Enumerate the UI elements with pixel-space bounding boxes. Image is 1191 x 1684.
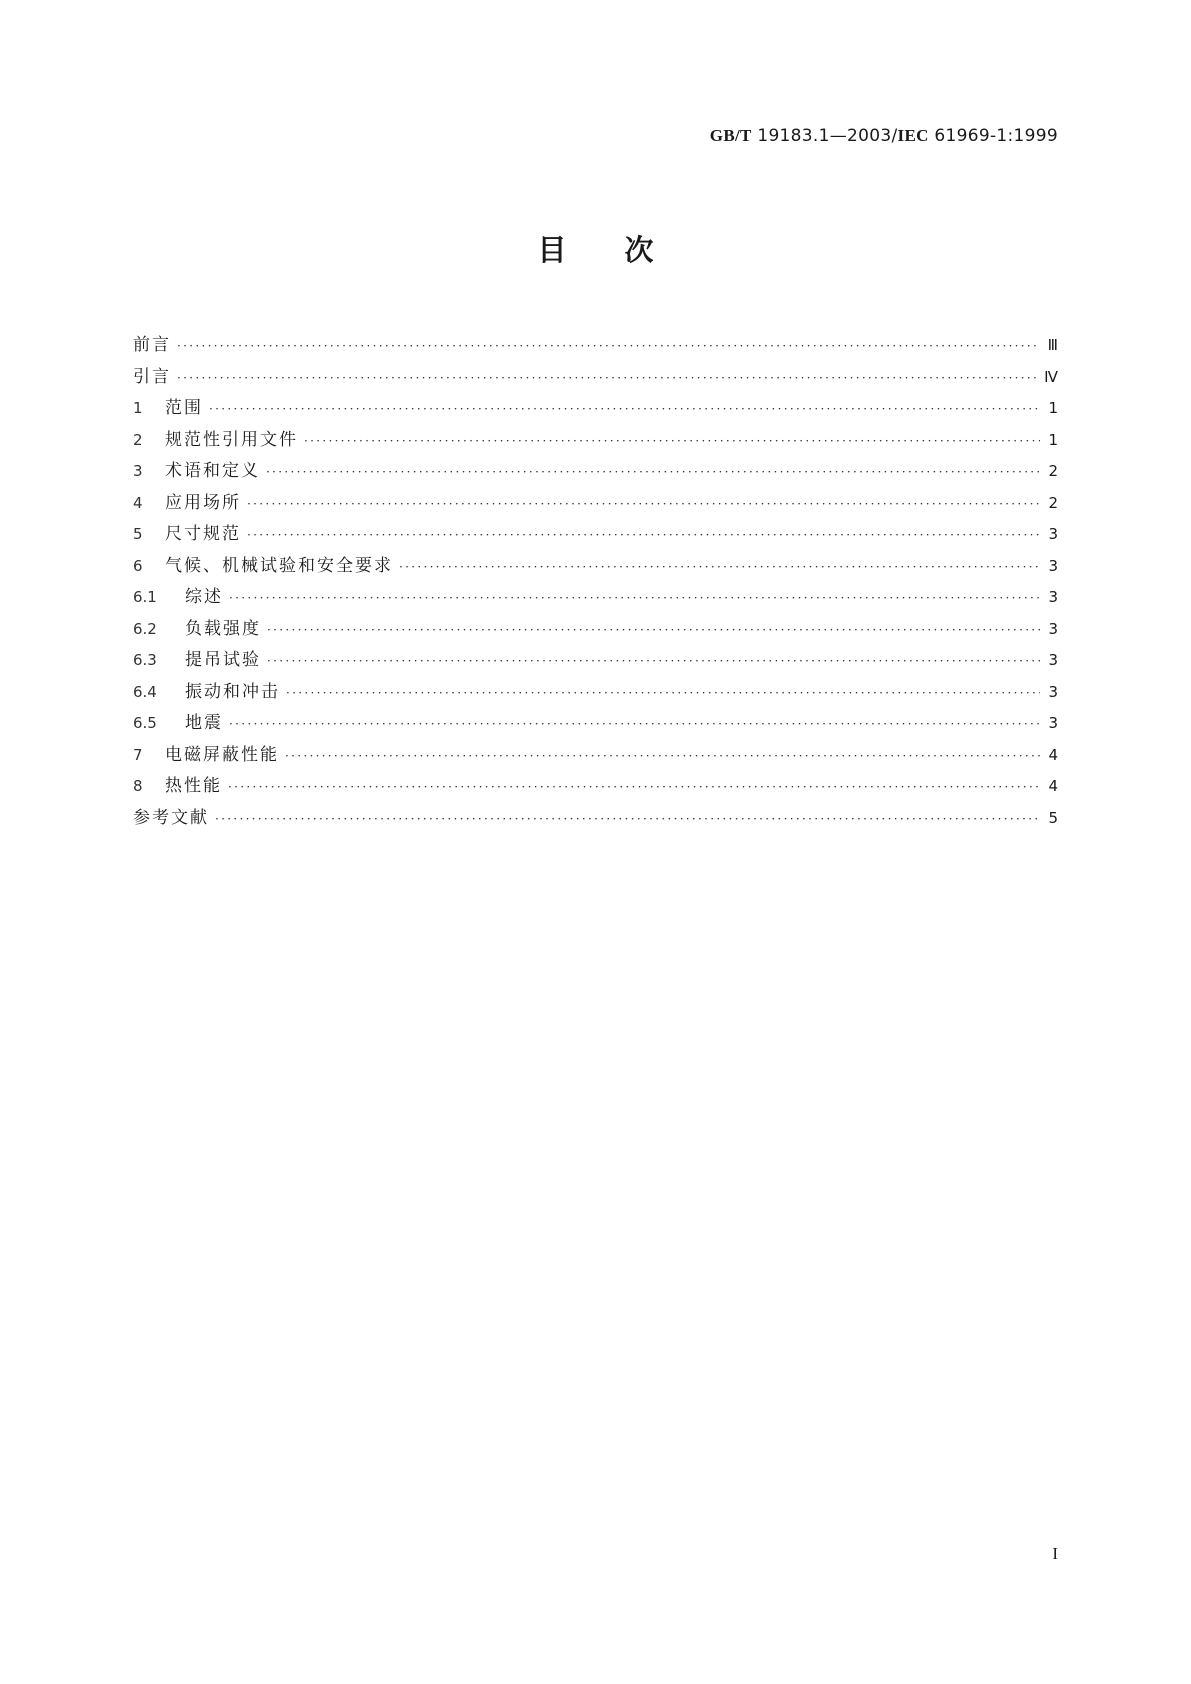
toc-entry[interactable] xyxy=(133,803,1058,835)
toc-section-title: 提吊试验 xyxy=(185,650,261,670)
toc-entry[interactable] xyxy=(133,614,1058,646)
toc-section-number: 6.3 xyxy=(133,651,157,669)
toc-entry[interactable] xyxy=(133,393,1058,425)
toc-leader-dots xyxy=(267,646,1040,678)
standard-prefix: GB/T xyxy=(709,126,752,145)
toc-entry-label xyxy=(133,740,279,772)
toc-page-number: 3 xyxy=(1048,619,1058,638)
toc-page-number: 5 xyxy=(1048,808,1058,827)
toc-entry-label xyxy=(133,425,298,457)
toc-page-number: Ⅲ xyxy=(1047,336,1058,354)
toc-entry[interactable] xyxy=(133,708,1058,740)
toc-section-title: 术语和定义 xyxy=(165,461,260,481)
toc-entry[interactable] xyxy=(133,645,1058,677)
toc-page-number: 4 xyxy=(1048,745,1058,764)
toc-entry[interactable] xyxy=(133,488,1058,520)
toc-leader-dots xyxy=(209,394,1040,426)
toc-page-number: 3 xyxy=(1048,588,1058,606)
toc-leader-dots xyxy=(228,772,1040,804)
iec-prefix: IEC xyxy=(897,126,929,145)
toc-entry-label xyxy=(133,645,261,677)
toc-section-number: 8 xyxy=(133,777,143,795)
toc-section-number: 2 xyxy=(133,430,143,449)
toc-entry-label xyxy=(133,708,223,740)
toc-leader-dots xyxy=(229,709,1040,741)
page-title: 目次 xyxy=(537,233,712,267)
toc-section-number: 3 xyxy=(133,462,143,480)
toc-entry[interactable] xyxy=(133,362,1058,394)
toc-entry-label xyxy=(133,393,203,425)
toc-entry[interactable] xyxy=(133,551,1058,583)
table-of-contents xyxy=(133,330,1058,834)
toc-leader-dots xyxy=(215,804,1040,836)
toc-section-title: 电磁屏蔽性能 xyxy=(165,744,279,765)
toc-page-number: 2 xyxy=(1048,462,1058,480)
toc-leader-dots xyxy=(266,457,1040,489)
toc-leader-dots xyxy=(229,583,1040,615)
toc-entry[interactable] xyxy=(133,582,1058,614)
toc-entry[interactable] xyxy=(133,519,1058,551)
toc-leader-dots xyxy=(267,615,1040,647)
toc-page-number: 3 xyxy=(1048,556,1058,575)
toc-section-title: 应用场所 xyxy=(165,492,241,513)
toc-leader-dots xyxy=(399,552,1040,584)
toc-entry-label xyxy=(133,677,280,709)
toc-entry[interactable] xyxy=(133,425,1058,457)
toc-section-number: 6.1 xyxy=(133,588,157,606)
toc-entry-label xyxy=(133,488,241,520)
toc-page-number: 3 xyxy=(1048,682,1058,701)
toc-entry[interactable] xyxy=(133,456,1058,488)
toc-section-number: 4 xyxy=(133,493,143,512)
toc-entry[interactable] xyxy=(133,677,1058,709)
standard-code xyxy=(710,126,1058,146)
toc-section-title: 综述 xyxy=(185,587,223,607)
toc-entry[interactable] xyxy=(133,330,1058,362)
toc-entry-label xyxy=(133,771,222,803)
toc-leader-dots xyxy=(286,678,1040,710)
toc-section-title: 规范性引用文件 xyxy=(165,429,298,450)
toc-entry-label xyxy=(133,803,209,835)
toc-entry[interactable] xyxy=(133,740,1058,772)
toc-page-number: 4 xyxy=(1048,777,1058,795)
toc-entry-label xyxy=(133,456,260,488)
iec-number: 61969-1:1999 xyxy=(928,126,1058,146)
toc-section-title: 前言 xyxy=(133,335,171,355)
toc-page-number: 3 xyxy=(1048,714,1058,732)
toc-leader-dots xyxy=(247,520,1040,552)
toc-entry-label xyxy=(133,582,223,614)
toc-leader-dots xyxy=(285,741,1040,773)
toc-section-number: 6 xyxy=(133,556,143,575)
toc-page-number: 1 xyxy=(1048,430,1058,449)
toc-section-number: 6.2 xyxy=(133,619,157,638)
toc-page-number: Ⅳ xyxy=(1044,367,1058,386)
toc-leader-dots xyxy=(247,489,1040,521)
toc-entry-label xyxy=(133,551,393,583)
toc-section-number: 1 xyxy=(133,399,143,417)
toc-entry-label xyxy=(133,614,261,646)
toc-section-title: 引言 xyxy=(133,366,171,387)
toc-section-title: 热性能 xyxy=(165,776,222,796)
page-number: I xyxy=(1052,1544,1058,1563)
toc-page-number: 3 xyxy=(1048,525,1058,543)
toc-entry-label xyxy=(133,519,241,551)
toc-section-title: 负载强度 xyxy=(185,618,261,639)
toc-section-number: 6.5 xyxy=(133,714,157,732)
toc-section-title: 参考文献 xyxy=(133,807,209,828)
toc-leader-dots xyxy=(177,331,1040,363)
toc-section-title: 气候、机械试验和安全要求 xyxy=(165,555,393,576)
toc-page-number: 3 xyxy=(1048,651,1058,669)
toc-page-number: 2 xyxy=(1048,493,1058,512)
toc-entry-label xyxy=(133,362,171,394)
toc-section-title: 振动和冲击 xyxy=(185,681,280,702)
standard-number: 19183.1—2003/ xyxy=(751,126,898,146)
toc-entry[interactable] xyxy=(133,771,1058,803)
toc-entry-label xyxy=(133,330,171,362)
toc-section-title: 地震 xyxy=(185,713,223,733)
toc-section-number: 5 xyxy=(133,525,143,543)
toc-section-number: 6.4 xyxy=(133,682,157,701)
toc-page-number: 1 xyxy=(1048,399,1058,417)
toc-section-title: 尺寸规范 xyxy=(165,524,241,544)
toc-section-number: 7 xyxy=(133,745,143,764)
toc-leader-dots xyxy=(177,363,1038,395)
toc-section-title: 范围 xyxy=(165,398,203,418)
toc-leader-dots xyxy=(304,426,1040,458)
